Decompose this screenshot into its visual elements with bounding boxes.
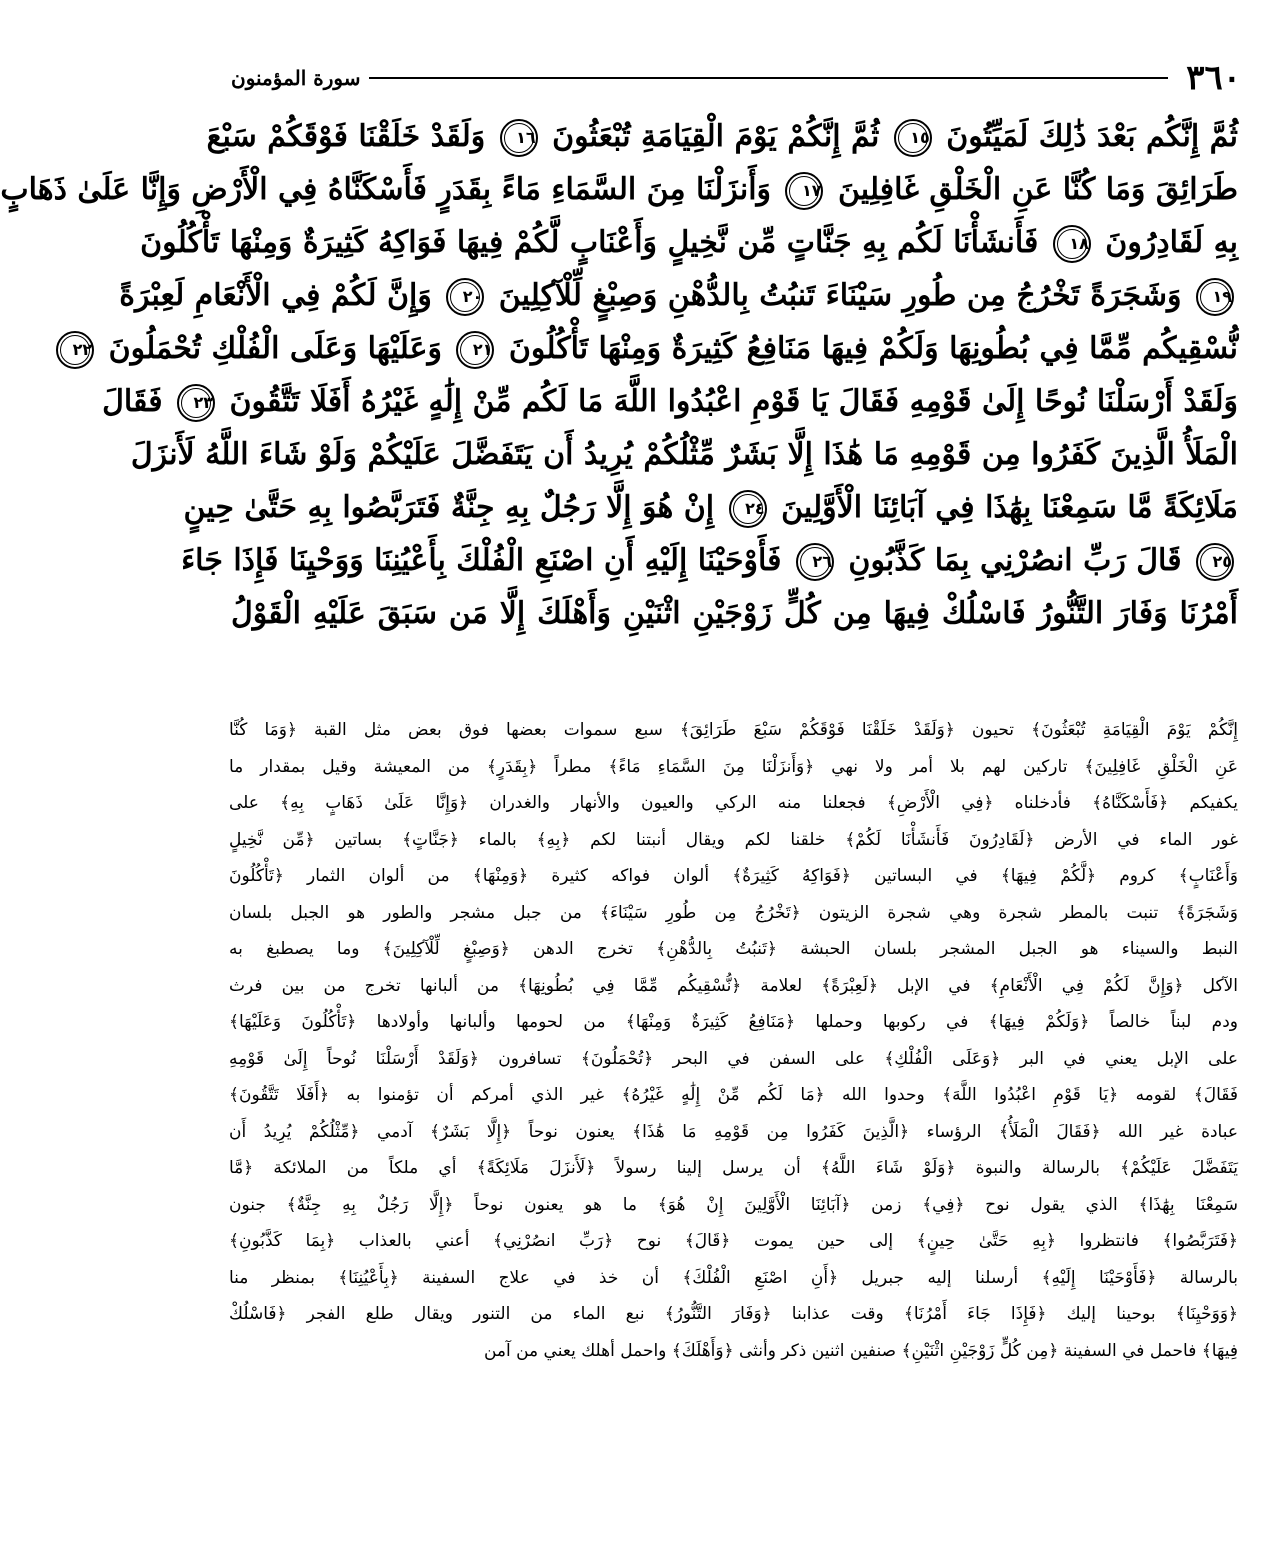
- page-header: [231, 58, 1241, 98]
- ayah-number-marker: ٢٢: [56, 331, 94, 369]
- header-divider: [369, 77, 1169, 79]
- ayah-number-marker: ٢٤: [729, 490, 767, 528]
- tafsir-line: عَنِ الْخَلْقِ غَافِلِينَ﴾ تاركين لهم بلا أمر ولا نهي ﴿وَأَنزَلْنَا مِنَ السَّمَاءِ مَاءً﴾ مطراً ﴿بِقَدَرٍ﴾ من المعيشة وقيل بمقدار ما: [229, 756, 1238, 777]
- page-number: ٣٦٠: [1186, 58, 1241, 98]
- ayah-number-marker: ١٥: [894, 119, 932, 157]
- verse-text: قَالَ رَبِّ انصُرْنِي بِمَا كَذَّبُونِ: [848, 543, 1182, 578]
- verse-text: وَأَنزَلْنَا مِنَ السَّمَاءِ مَاءً بِقَدَرٍ فَأَسْكَنَّاهُ فِي الْأَرْضِ وَإِنَّا عَلَىٰ ذَهَابٍ: [0, 172, 772, 207]
- tafsir-line: الآكل ﴿وَإِنَّ لَكُمْ فِي الْأَنْعَامِ﴾ في الإبل ﴿لَعِبْرَةً﴾ لعلامة ﴿نُّسْقِيكُم مِّمَّا فِي بُطُونِهَا﴾ من ألبانها تخرج من بين فرث: [229, 975, 1238, 996]
- verse-text: وَإِنَّ لَكُمْ فِي الْأَنْعَامِ لَعِبْرَةً: [119, 278, 432, 313]
- verse-text: فَأَنشَأْنَا لَكُم بِهِ جَنَّاتٍ مِّن نَّخِيلٍ وَأَعْنَابٍ لَّكُمْ فِيهَا فَوَاكِهُ كَثِيرَةٌ وَمِنْهَا تَأْكُلُونَ: [140, 225, 1039, 260]
- ayah-number-marker: ٢٥: [1196, 543, 1234, 581]
- quran-line: [231, 587, 1238, 640]
- quran-line: [119, 269, 1238, 322]
- tafsir-line: سَمِعْنَا بِهَٰذَا﴾ الذي يقول نوح ﴿فِي﴾ زمن ﴿آبَائِنَا الْأَوَّلِينَ إِنْ هُوَ﴾ ما هو يعنون نوحاً ﴿إِلَّا رَجُلٌ بِهِ جِنَّةٌ﴾ جنون: [229, 1194, 1238, 1215]
- ayah-number-marker: ١٦: [500, 119, 538, 157]
- ayah-number-marker: ١٩: [1196, 278, 1234, 316]
- quran-text-block: [0, 110, 1238, 695]
- verse-text: إِنْ هُوَ إِلَّا رَجُلٌ بِهِ جِنَّةٌ فَتَرَبَّصُوا بِهِ حَتَّىٰ حِينٍ: [183, 490, 715, 525]
- tafsir-line: فَقَالَ﴾ لقومه ﴿يَا قَوْمِ اعْبُدُوا اللَّهَ﴾ وحدوا الله ﴿مَا لَكُم مِّنْ إِلَٰهٍ غَيْرُهُ﴾ غير الذي أمركم أن تؤمنوا به ﴿أَفَلَا تَتَّقُونَ﴾: [229, 1085, 1238, 1105]
- ayah-number-marker: ٢١: [456, 331, 494, 369]
- verse-text: فَقَالَ: [102, 384, 163, 419]
- verse-text: وَلَقَدْ أَرْسَلْنَا نُوحًا إِلَىٰ قَوْمِهِ فَقَالَ يَا قَوْمِ اعْبُدُوا اللَّهَ مَا لَكُم مِّنْ إِلَٰهٍ غَيْرُهُ أَفَلَا تَتَّقُونَ: [229, 384, 1238, 419]
- tafsir-line: يَتَفَضَّلَ عَلَيْكُمْ﴾ بالرسالة والنبوة ﴿وَلَوْ شَاءَ اللَّهُ﴾ أن يرسل إلينا رسولاً ﴿لَأَنزَلَ مَلَائِكَةً﴾ أي ملكاً من الملائكة ﴿مَّا: [229, 1158, 1238, 1178]
- quran-line: [72, 322, 1238, 375]
- quran-line: [130, 428, 1238, 481]
- quran-line: [206, 110, 1238, 163]
- ayah-number-marker: ٢٣: [177, 384, 215, 422]
- tafsir-line: غور الماء في الأرض ﴿لَقَادِرُونَ فَأَنشَأْنَا لَكُمْ﴾ خلقنا لكم ويقال أنبتنا لكم ﴿بِهِ﴾ بالماء ﴿جَنَّاتٍ﴾ بساتين ﴿مِّن نَّخِيلٍ: [229, 829, 1238, 850]
- tafsir-line: فِيهَا﴾ فاحمل في السفينة ﴿مِن كُلٍّ زَوْجَيْنِ اثْنَيْنِ﴾ صنفين اثنين ذكر وأنثى ﴿وَأَهْلَكَ﴾ واحمل أهلك يعني من آمن: [483, 1340, 1238, 1361]
- tafsir-line: بالرسالة ﴿فَأَوْحَيْنَا إِلَيْهِ﴾ أرسلنا إليه جبريل ﴿أَنِ اصْنَعِ الْفُلْكَ﴾ أن خذ في علاج السفينة ﴿بِأَعْيُنِنَا﴾ بمنظر منا: [229, 1267, 1238, 1288]
- quran-line: [183, 481, 1238, 534]
- tafsir-line: على الإبل يعني في البر ﴿وَعَلَى الْفُلْكِ﴾ على السفن في البحر ﴿تُحْمَلُونَ﴾ تسافرون ﴿وَلَقَدْ أَرْسَلْنَا نُوحاً إِلَىٰ قَوْمِهِ: [229, 1048, 1238, 1069]
- verse-text: طَرَائِقَ وَمَا كُنَّا عَنِ الْخَلْقِ غَافِلِينَ: [837, 172, 1238, 207]
- verse-text: نُّسْقِيكُم مِّمَّا فِي بُطُونِهَا وَلَكُمْ فِيهَا مَنَافِعُ كَثِيرَةٌ وَمِنْهَا تَأْكُلُونَ: [508, 331, 1238, 366]
- tafsir-line: ودم لبناً خالصاً ﴿وَلَكُمْ فِيهَا﴾ في ركوبها وحملها ﴿مَنَافِعُ كَثِيرَةٌ وَمِنْهَا﴾ من لحومها وألبانها وأولادها ﴿تَأْكُلُونَ وَعَلَيْهَا﴾: [229, 1012, 1238, 1032]
- tafsir-line: وَشَجَرَةً﴾ تنبت بالمطر شجرة وهي شجرة الزيتون ﴿تَخْرُجُ مِن طُورِ سَيْنَاءَ﴾ من جبل مشجر والطور هو الجبل بلسان: [229, 902, 1238, 923]
- tafsir-line: النبط والسيناء هو الجبل المشجر بلسان الحبشة ﴿تَنبُتُ بِالدُّهْنِ﴾ تخرج الدهن ﴿وَصِبْغٍ لِّلْآكِلِينَ﴾ وما يصطبغ به: [229, 939, 1238, 959]
- ayah-number-marker: ١٧: [785, 172, 823, 210]
- verse-text: أَمْرُنَا وَفَارَ التَّنُّورُ فَاسْلُكْ فِيهَا مِن كُلٍّ زَوْجَيْنِ اثْنَيْنِ وَأَهْلَكَ إِلَّا مَن سَبَقَ عَلَيْهِ الْقَوْلُ: [231, 596, 1238, 631]
- ayah-number-marker: ١٨: [1053, 225, 1091, 263]
- verse-text: فَأَوْحَيْنَا إِلَيْهِ أَنِ اصْنَعِ الْفُلْكَ بِأَعْيُنِنَا وَوَحْيِنَا فَإِذَا جَاءَ: [181, 543, 782, 578]
- verse-text: بِهِ لَقَادِرُونَ: [1105, 225, 1238, 260]
- surah-title: سورة المؤمنون: [231, 66, 361, 90]
- tafsir-line: ﴿وَوَحْيِنَا﴾ بوحينا إليك ﴿فَإِذَا جَاءَ أَمْرُنَا﴾ وقت عذابنا ﴿وَفَارَ التَّنُّورُ﴾ نبع الماء من التنور ويقال طلع الفجر ﴿فَاسْلُكْ: [229, 1304, 1238, 1324]
- verse-text: مَلَائِكَةً مَّا سَمِعْنَا بِهَٰذَا فِي آبَائِنَا الْأَوَّلِينَ: [781, 490, 1238, 525]
- ayah-number-marker: ٢٦: [796, 543, 834, 581]
- tafsir-line: ﴿فَتَرَبَّصُوا﴾ فانتظروا ﴿بِهِ حَتَّىٰ حِينٍ﴾ إلى حين يموت ﴿قَالَ﴾ نوح ﴿رَبِّ انصُرْنِي﴾ أعني بالعذاب ﴿بِمَا كَذَّبُونِ﴾: [229, 1231, 1238, 1251]
- ayah-number-marker: ٢٠: [446, 278, 484, 316]
- tafsir-line: وَأَعْنَابٍ﴾ كروم ﴿لَّكُمْ فِيهَا﴾ في البساتين ﴿فَوَاكِهُ كَثِيرَةٌ﴾ ألوان فواكه كثيرة ﴿وَمِنْهَا﴾ من ألوان الثمار ﴿تَأْكُلُونَ: [229, 866, 1238, 886]
- quran-line: [181, 534, 1238, 587]
- quran-line: [102, 375, 1238, 428]
- tafsir-line: إِنَّكُمْ يَوْمَ الْقِيَامَةِ تُبْعَثُونَ﴾ تحيون ﴿وَلَقَدْ خَلَقْنَا فَوْقَكُمْ سَبْعَ طَرَائِقَ﴾ سبع سموات بعضها فوق بعض مثل القبة ﴿وَمَا كُنَّا: [229, 720, 1238, 740]
- verse-text: وَعَلَيْهَا وَعَلَى الْفُلْكِ تُحْمَلُونَ: [108, 331, 442, 366]
- tafsir-commentary-block: [229, 712, 1238, 1492]
- verse-text: وَلَقَدْ خَلَقْنَا فَوْقَكُمْ سَبْعَ: [206, 119, 486, 154]
- quran-line: [0, 163, 1238, 216]
- verse-text: ثُمَّ إِنَّكُم بَعْدَ ذَٰلِكَ لَمَيِّتُونَ: [946, 119, 1238, 154]
- tafsir-line: يكفيكم ﴿فَأَسْكَنَّاهُ﴾ فأدخلناه ﴿فِي الْأَرْضِ﴾ فجعلنا منه الركي والعيون والأنهار والغدران ﴿وَإِنَّا عَلَىٰ ذَهَابٍ بِهِ﴾ على: [229, 793, 1238, 813]
- verse-text: وَشَجَرَةً تَخْرُجُ مِن طُورِ سَيْنَاءَ تَنبُتُ بِالدُّهْنِ وَصِبْغٍ لِّلْآكِلِينَ: [498, 278, 1182, 313]
- verse-text: ثُمَّ إِنَّكُمْ يَوْمَ الْقِيَامَةِ تُبْعَثُونَ: [552, 119, 880, 154]
- verse-text: الْمَلَأُ الَّذِينَ كَفَرُوا مِن قَوْمِهِ مَا هَٰذَا إِلَّا بَشَرٌ مِّثْلُكُمْ يُرِيدُ أَن يَتَفَضَّلَ عَلَيْكُمْ وَلَوْ شَاءَ اللَّهُ لَأَنزَلَ: [130, 437, 1238, 472]
- tafsir-line: عبادة غير الله ﴿فَقَالَ الْمَلَأُ﴾ الرؤساء ﴿الَّذِينَ كَفَرُوا مِن قَوْمِهِ مَا هَٰذَا﴾ يعنون نوحاً ﴿إِلَّا بَشَرٌ﴾ آدمي ﴿مِّثْلُكُمْ يُرِيدُ أَن: [229, 1121, 1238, 1142]
- quran-line: [140, 216, 1238, 269]
